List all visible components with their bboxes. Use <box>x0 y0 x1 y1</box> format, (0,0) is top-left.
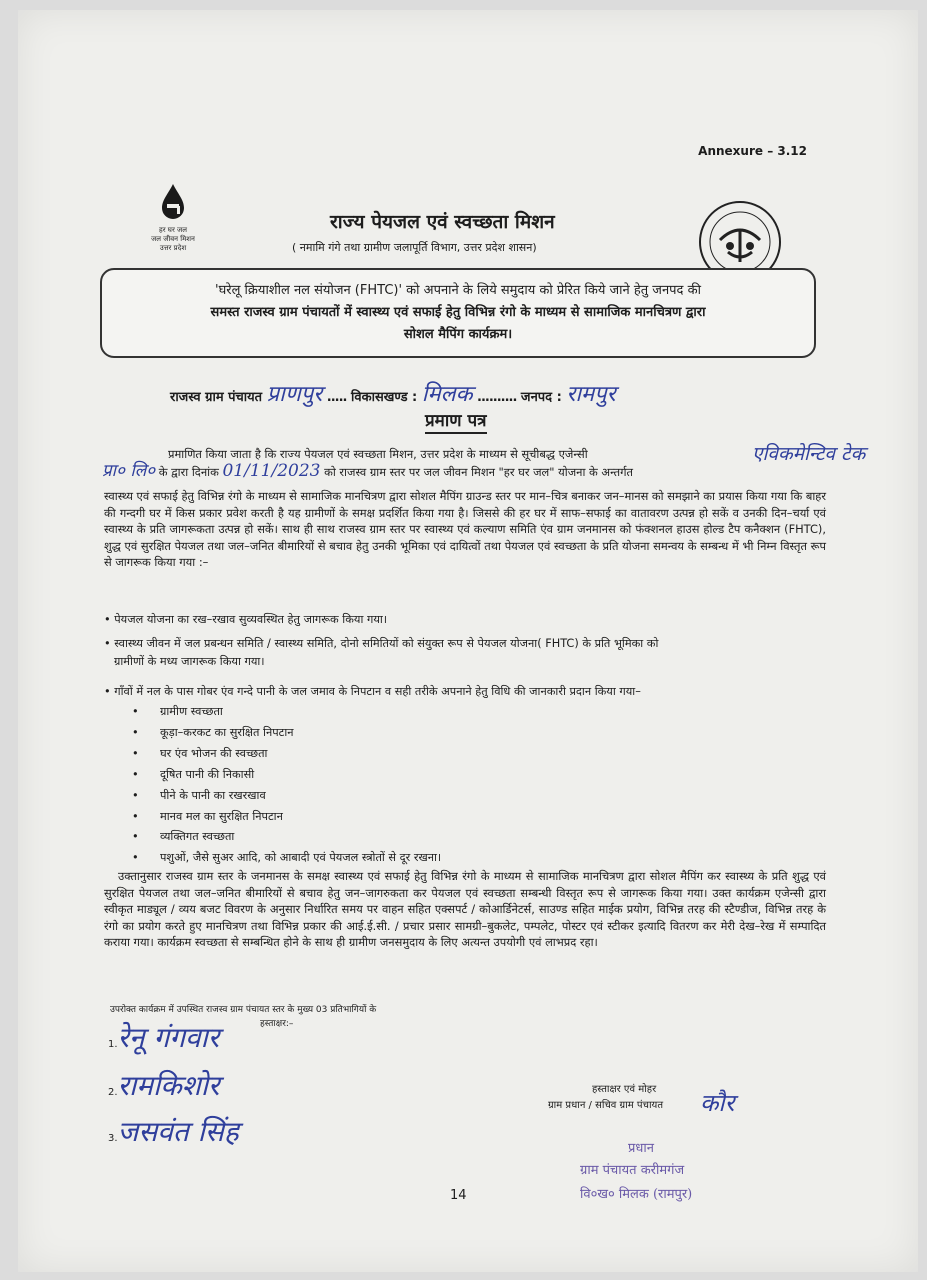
hand-date: 01/11/2023 <box>222 461 321 481</box>
certificate-paragraph-1: स्वास्थ्य एवं सफाई हेतु विभिन्न रंगो के माध्यम से सामाजिक मानचित्रण द्वारा सोशल मैपिंग ग्राउन्ड स्तर पर मान–चित्र बनाकर जन–मानस को समझाने का प्रयास किया गया कि बाहर की गन्दगी घर में किस प्रकार प्रवेश करती है यह ग्रामीणों के समक्ष प्रदर्शित किया गया है। जिससे की हर घर में साफ–सफाई का वातावरण उत्पन्न हो सकें व उनकी दिन–चर्या एवं स्वास्थ्य के प्रति जागरूकता उत्पन्न हो सकें। साथ ही साथ राजस्व ग्राम स्तर पर स्वास्थ्य एवं कल्याण समिति एंव ग्राम जनमानस को फंक्शनल हाउस होल्ड टैप कनैक्शन (FHTC), शुद्ध एवं सुरक्षित पेयजल तथा जल–जनित बीमारियों से बचाव हेतु उनकी भूमिका एवं दायित्वों तथा पेयजल एवं स्वच्छता के प्रति योजना समन्वय के सम्बन्ध में भी निम्न विस्तृत रूप से जागरूक किया गया :– <box>104 489 826 569</box>
stamp-line-3: वि०ख० मिलक (रामपुर) <box>580 1187 693 1202</box>
banner-line-1: 'घरेलू क्रियाशील नल संयोजन (FHTC)' को अपनाने के लिये समुदाय को प्रेरित किये जाने हेतु जनपद की <box>215 283 701 298</box>
sub-item: • व्यक्तिगत स्वच्छता <box>160 829 234 845</box>
bullet-2: • स्वास्थ्य जीवन में जल प्रबन्धन समिति / स्वास्थ्य समिति, दोनो समितियों को संयुक्त रूप से पेयजल योजना( FHTC) के प्रति भूमिका को <box>104 637 659 650</box>
logo-text-3: उत्तर प्रदेश <box>159 244 187 252</box>
logo-text-2: जल जीवन मिशन <box>151 235 195 243</box>
location-fields: राजस्व ग्राम पंचायत प्राणपुर ..... विकासखण्ड : मिलक .......... जनपद : रामपुर <box>170 382 616 407</box>
hand-agency-name: एविकमेन्टिव टेक <box>752 443 866 465</box>
sub-item: • मानव मल का सुरक्षित निपटान <box>160 809 283 825</box>
district-label: जनपद : <box>520 390 562 405</box>
block-value: मिलक <box>421 382 473 407</box>
date-prefix: के द्वारा दिनांक <box>158 465 219 479</box>
stamp-line-1: प्रधान <box>628 1141 654 1156</box>
mission-title: राज्य पेयजल एवं स्वच्छता मिशन <box>330 211 555 233</box>
har-ghar-jal-logo <box>133 182 213 253</box>
sub-item: • घर एंव भोजन की स्वच्छता <box>160 746 267 762</box>
sub-item: • पशुओं, जैसे सुअर आदि, को आबादी एवं पेयजल स्त्रोतों से दूर रखना। <box>160 850 441 866</box>
sign-role: ग्राम प्रधान / सचिव ग्राम पंचायत <box>548 1100 664 1111</box>
logo-text-1: हर घर जल <box>159 226 187 234</box>
certificate-line-1: प्रमाणित किया जाता है कि राज्य पेयजल एवं स्वच्छता मिशन, उत्तर प्रदेश के माध्यम से सूचीबद्ध एजेन्सी <box>168 447 588 461</box>
program-banner <box>100 268 816 358</box>
date-suffix: को राजस्व ग्राम स्तर पर जल जीवन मिशन "हर घर जल" योजना के अन्तर्गत <box>324 465 634 479</box>
mission-subtitle: ( नमामि गंगे तथा ग्रामीण जलापूर्ति विभाग, उत्तर प्रदेश शासन) <box>292 241 537 254</box>
block-label: विकासखण्ड : <box>351 390 418 405</box>
certificate-paragraph-2: उक्तानुसार राजस्व ग्राम स्तर के जनमानस के समक्ष स्वास्थ्य एवं सफाई हेतु विभिन्न रंगो के माध्यम से सामाजिक मानचित्रण द्वारा सोशल मैपिंग कर स्वास्थ्य के प्रति शुद्ध एवं सुरक्षित पेयजल तथा जल–जनित बीमारियों से बचाव हेतु जन–जागरुकता कर पेयजल एवं स्वच्छता सम्बन्धी विस्तृत रूप से जागरूक किया गया। उक्त कार्यक्रम एजेन्सी द्वारा स्वीकृत माड्यूल / व्यय बजट विवरण के अनुसार निर्धारित समय पर वाहन सहित एक्सपर्ट / कोआर्डिनेटर्स, साउण्ड सहित माईक प्रयोग, विभिन्न तरह की स्टैण्डीज, विभिन्न तरह के रंगो का प्रयोग करते हुए मानचित्रण तथा विभिन्न प्रकार की आई.ई.सी. / प्रचार प्रसार सामग्री–बुकलेट, पम्पलेट, पोस्टर एवं स्टीकर इत्यादि वितरण कर मेरी देख–रेख में सम्पादित कराया गया। कार्यक्रम स्वच्छता से सम्बन्धित होने के साथ ही ग्रामीण जनसमुदाय के लिए अत्यन्त उपयोगी एवं लाभप्रद रहा। <box>104 869 826 949</box>
panchayat-label: राजस्व ग्राम पंचायत <box>170 390 263 405</box>
stamp-line-2: ग्राम पंचायत करीमगंज <box>580 1163 685 1178</box>
hand-agency: प्रा० लि० <box>102 461 156 481</box>
sub-item: • कूड़ा–करकट का सुरक्षित निपटान <box>160 725 294 741</box>
sub-item: • दूषित पानी की निकासी <box>160 767 254 783</box>
panchayat-value: प्राणपुर <box>266 382 323 407</box>
participant-signature-3: 3.जसवंत सिंह <box>108 1115 239 1148</box>
participant-signature-2: 2.रामकिशोर <box>108 1069 220 1102</box>
pradhan-sign-block <box>548 1082 818 1114</box>
banner-line-2: समस्त राजस्व ग्राम पंचायतों में स्वास्थ्य एवं सफाई हेतु विभिन्न रंगो के माध्यम से सामाजिक मानचित्रण द्वारा <box>210 305 706 320</box>
water-drop-icon <box>158 182 188 222</box>
sub-item: • पीने के पानी का रखरखाव <box>160 788 266 804</box>
district-value: रामपुर <box>566 382 616 407</box>
participant-signature-1: 1.रेनू गंगवार <box>108 1021 220 1054</box>
bullet-1: • पेयजल योजना का रख–रखाव सुव्यवस्थित हेतु जागरूक किया गया। <box>104 613 388 626</box>
page-number: 14 <box>450 1188 467 1203</box>
annexure-label: Annexure – 3.12 <box>698 144 807 158</box>
sign-label: हस्ताक्षर एवं मोहर <box>592 1084 657 1095</box>
bullet-3: • गाँवों में नल के पास गोबर एंव गन्दे पानी के जल जमाव के निपटान व सही तरीके अपनाने हेतु विधि की जानकारी प्रदान किया गया– <box>104 685 641 698</box>
certificate-title: प्रमाण पत्र <box>425 408 487 434</box>
signature-intro: उपरोक्त कार्यक्रम में उपस्थित राजस्व ग्राम पंचायत स्तर के मुख्य 03 प्रतिभागियों के हस्ताक्षर:– <box>110 1005 377 1029</box>
banner-line-3: सोशल मैपिंग कार्यक्रम। <box>403 327 513 342</box>
sub-item: • ग्रामीण स्वच्छता <box>160 704 223 720</box>
bullet-2-cont: ग्रामीणों के मध्य जागरूक किया गया। <box>114 655 265 668</box>
pradhan-handwritten-signature: कौर <box>700 1089 735 1117</box>
